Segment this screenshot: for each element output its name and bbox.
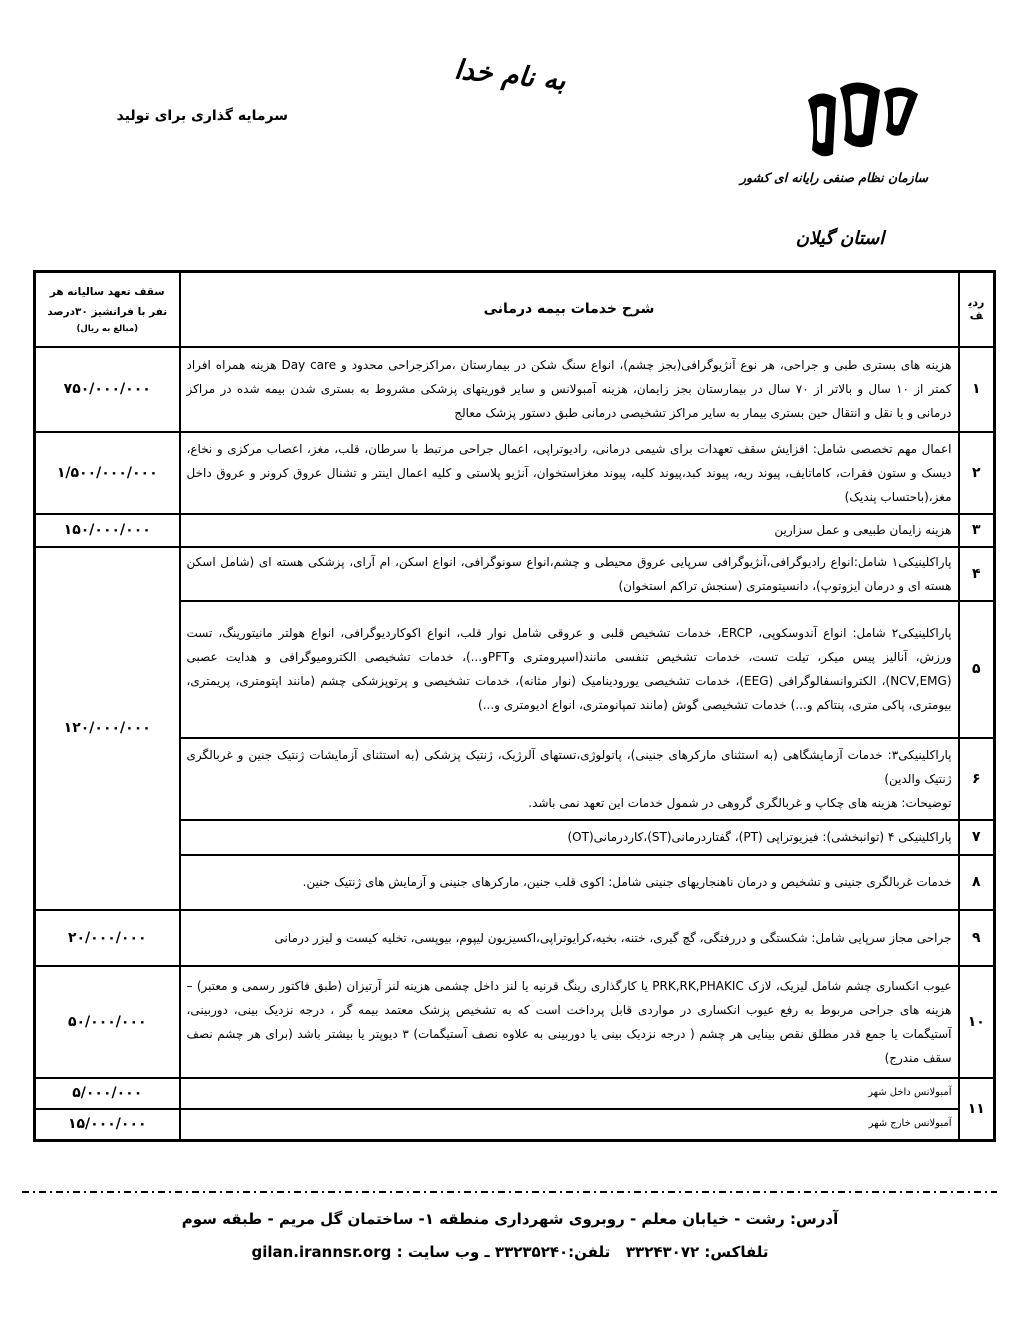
footer-contact bbox=[60, 1243, 960, 1261]
service-description: پاراکلینیکی ۴ (توانبخشی): فیزیوتراپی (PT)، گفتاردرمانی(ST)،کاردرمانی(OT) bbox=[180, 820, 959, 855]
service-description-text: پاراکلینیکی۳: خدمات آزمایشگاهی (به استثنای مارکرهای جنینی)، پاتولوژی،تستهای آلرژیک، ژنتیک پزشکی (به استثنای آزمایشات ژنتیک جنین و غربالگری ژنتیک والدین) bbox=[186, 747, 952, 786]
header-description: شرح خدمات بیمه درمانی bbox=[180, 272, 959, 347]
service-description bbox=[180, 738, 959, 820]
ambulance-out-of-city: آمبولانس خارج شهر bbox=[180, 1109, 959, 1141]
row-number: ۴ bbox=[959, 547, 995, 601]
table-row bbox=[35, 910, 995, 966]
header-row-number: ردیف bbox=[959, 272, 995, 347]
annual-cap: ۷۵۰/۰۰۰/۰۰۰ bbox=[35, 347, 180, 432]
annual-cap-paraclinic: ۱۲۰/۰۰۰/۰۰۰ bbox=[35, 547, 180, 910]
header-annual-cap bbox=[35, 272, 180, 347]
service-description: اعمال مهم تخصصی شامل: افزایش سقف تعهدات برای شیمی درمانی، رادیوتراپی، اعمال جراحی مرتبط با سرطان، قلب، مغز، اعصاب مرکزی و نخاع، دیسک و ستون فقرات، کاماتایف، پیوند ریه، پیوند کبد،پیوند کلیه، پیوند مغزاستخوان، آنژیو پلاستی و کلیه اعمال اینتر و تشنال عروق کرونر و عروق داخل مغز،(باحتساب پندیک) bbox=[180, 432, 959, 514]
org-name: سازمان نظام صنفی رایانه ای کشور bbox=[739, 170, 928, 185]
province-name: استان گیلان bbox=[795, 228, 885, 249]
service-description: پاراکلینیکی۲ شامل: انواع آندوسکوپی، ERCP، خدمات تشخیص قلبی و عروقی شامل نوار قلب، انواع اکوکاردیوگرافی، انواع هولتر مانیتورینگ، تست ورزش، آنالیز پیس میکر، تیلت تست، خدمات تشخیص تنفسی مانند(اسپرومتری وPFTو...)، خدمات تشخیصی الکترومیوگرافی و هدایت عصبی (NCV,EMG)، الکتروانسفالوگرافی (EEG)، خدمات تشخیصی یورودینامیک (نوار مثانه)، خدمات تشخیصی و پرتوپزشکی چشم (مانند اپتومتری، پریمتری، بیومتری، پاکی متری، پنتاکم و...) خدمات تشخیصی گوش (مانند تمپانومتری، انواع ادیومتری و...) bbox=[180, 601, 959, 738]
header-cap-unit: (مبالغ به ریال) bbox=[76, 324, 139, 335]
annual-cap: ۵۰/۰۰۰/۰۰۰ bbox=[35, 966, 180, 1078]
service-description: هزینه زایمان طبیعی و عمل سزارین bbox=[180, 514, 959, 547]
fax-number: ۳۳۲۴۳۰۷۲ bbox=[625, 1243, 700, 1261]
row-number: ۶ bbox=[959, 738, 995, 820]
website: gilan.irannsr.org bbox=[251, 1243, 392, 1261]
row-number: ۹ bbox=[959, 910, 995, 966]
bismillah-heading: به نام خدا bbox=[452, 54, 568, 97]
table-row bbox=[35, 547, 995, 601]
row-number: ۳ bbox=[959, 514, 995, 547]
row-number: ۱۰ bbox=[959, 966, 995, 1078]
table-row bbox=[35, 514, 995, 547]
annual-cap: ۱۵/۰۰۰/۰۰۰ bbox=[35, 1109, 180, 1141]
header-cap-line1: سقف تعهد سالیانه هر bbox=[49, 286, 165, 299]
website-label: ـ وب سایت : bbox=[396, 1243, 490, 1261]
footer-divider bbox=[22, 1189, 997, 1195]
row-number: ۸ bbox=[959, 855, 995, 910]
annual-cap: ۱۵۰/۰۰۰/۰۰۰ bbox=[35, 514, 180, 547]
annual-cap: ۵/۰۰۰/۰۰۰ bbox=[35, 1078, 180, 1109]
ambulance-in-city: آمبولانس داخل شهر bbox=[180, 1078, 959, 1109]
service-note: توضیحات: هزینه های چکاپ و غربالگری گروهی در شمول خدمات این تعهد نمی باشد. bbox=[528, 795, 952, 810]
footer-address: آدرس: رشت - خیابان معلم - روبروی شهرداری منطقه ۱- ساختمان گل مریم - طبقه سوم bbox=[181, 1210, 839, 1228]
slogan-text: سرمایه گذاری برای تولید bbox=[116, 108, 288, 124]
table-header-row bbox=[35, 272, 995, 347]
table-row bbox=[35, 1109, 995, 1141]
table-row bbox=[35, 347, 995, 432]
table-row bbox=[35, 966, 995, 1078]
insurance-services-table bbox=[33, 270, 996, 1142]
table-row bbox=[35, 1078, 995, 1109]
table-row bbox=[35, 432, 995, 514]
service-description: عیوب انکساری چشم شامل لیزیک، لازک PRK,RK,PHAKIC یا کارگذاری رینگ قرنیه یا لنز داخل چشمی هزینه لنز آرتیزان (طبق فاکتور رسمی و معتبر) – هزینه های جراحی مربوط به رفع عیوب انکساری در مواردی قابل پرداخت است که به تشخیص پزشک معتمد بیمه گر ، درجه نزدیک بینی، دوربینی، آستیگمات یا جمع قدر مطلق نقص بینایی هر چشم ( درجه نزدیک بینی یا دوربینی به علاوه نصف آستیگمات) ۳ دیوپتر یا بیشتر باشد (برای هر چشم نصف سقف مندرج) bbox=[180, 966, 959, 1078]
org-logo-icon bbox=[800, 78, 925, 170]
row-number: ۷ bbox=[959, 820, 995, 855]
service-description: جراحی مجاز سرپایی شامل: شکستگی و دررفتگی، گچ گیری، ختنه، بخیه،کرایوتراپی،اکسیزیون لیپوم، بیوپسی، تخلیه کیست و لیزر درمانی bbox=[180, 910, 959, 966]
service-description: پاراکلینیکی۱ شامل:انواع رادیوگرافی،آنژیوگرافی سرپایی عروق محیطی و چشم،انواع سونوگرافی، انواع اسکن، ام آرای، پزشکی هسته ای (شامل اسکن هسته ای و درمان ایزوتوپ)، دانسیتومتری (سنجش تراکم استخوان) bbox=[180, 547, 959, 601]
fax-label: تلفاکس: bbox=[704, 1243, 769, 1261]
annual-cap: ۲۰/۰۰۰/۰۰۰ bbox=[35, 910, 180, 966]
phone-label: تلفن: bbox=[568, 1243, 611, 1261]
row-number: ۱ bbox=[959, 347, 995, 432]
row-number: ۱۱ bbox=[959, 1078, 995, 1141]
row-number: ۵ bbox=[959, 601, 995, 738]
phone-number: ۳۳۲۳۵۲۴۰ bbox=[494, 1243, 569, 1261]
annual-cap: ۱/۵۰۰/۰۰۰/۰۰۰ bbox=[35, 432, 180, 514]
header-cap-line2: نفر با فرانشیز ۳۰درصد bbox=[47, 306, 168, 319]
service-description: هزینه های بستری طبی و جراحی، هر نوع آنژیوگرافی(بجز چشم)، انواع سنگ شکن در بیمارستان ،مراکزجراحی محدود و Day care هزینه همراه افراد کمتر از ۱۰ سال و بالاتر از ۷۰ سال در بیمارستان بجز زایمان، هزینه آمبولانس و سایر فوریتهای پزشکی مشروط به بستری شدن بیمه شده در مراکز درمانی و یا نقل و انتقال حین بستری بیمار به سایر مراکز تشخیصی درمانی طبق دستور پزشک معالج bbox=[180, 347, 959, 432]
service-description: خدمات غربالگری جنینی و تشخیص و درمان ناهنجاریهای جنینی شامل: اکوی قلب جنین، مارکرهای جنینی و آزمایش های ژنتیک جنین. bbox=[180, 855, 959, 910]
row-number: ۲ bbox=[959, 432, 995, 514]
